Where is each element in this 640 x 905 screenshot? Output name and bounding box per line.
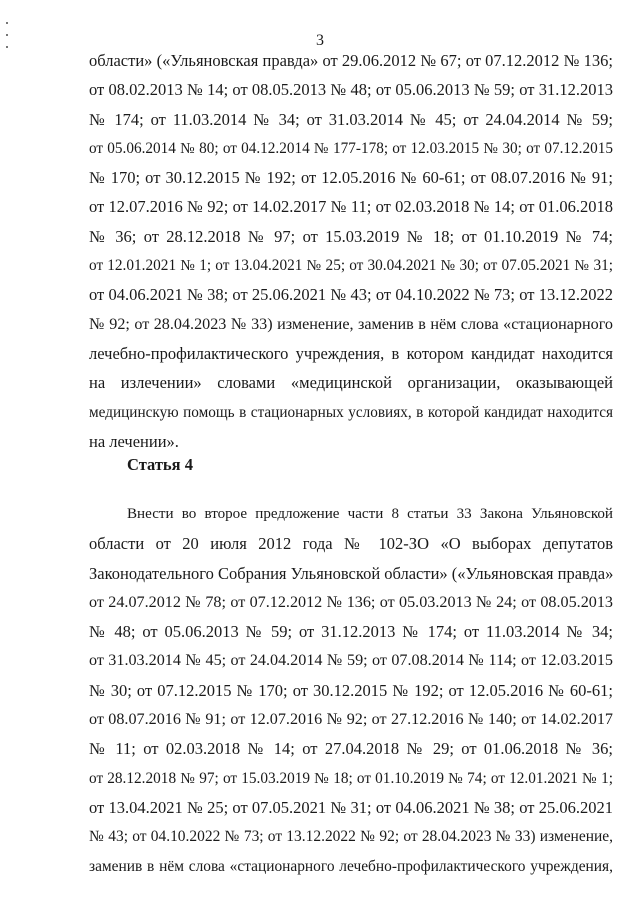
text-line: № 170; от 30.12.2015 № 192; от 12.05.2016 № 60-61; от 08.07.2016 № 91; xyxy=(89,168,613,188)
text-line: на излечении» словами «медицинской организации, оказывающей xyxy=(89,373,613,393)
scan-artifact xyxy=(6,22,8,24)
text-line: лечебно-профилактического учреждения, в котором кандидат находится xyxy=(89,343,613,363)
text-line: от 08.07.2016 № 91; от 12.07.2016 № 92; от 27.12.2016 № 140; от 14.02.2017 xyxy=(89,711,613,729)
text-line: от 28.12.2018 № 97; от 15.03.2019 № 18; от 01.10.2019 № 74; от 12.01.2021 № 1; xyxy=(89,769,613,787)
text-line: № 43; от 04.10.2022 № 73; от 13.12.2022 № 92; от 28.04.2023 № 33) изменение, xyxy=(89,828,613,846)
text-line: № 92; от 28.04.2023 № 33) изменение, заменив в нём слова «стационарного xyxy=(89,315,613,333)
text-line: Законодательного Собрания Ульяновской области» («Ульяновская правда» xyxy=(89,563,614,583)
text-line: № 11; от 02.03.2018 № 14; от 27.04.2018 № 29; от 01.06.2018 № 36; xyxy=(89,739,613,759)
text-line: № 48; от 05.06.2013 № 59; от 31.12.2013 № 174; от 11.03.2014 № 34; xyxy=(89,622,613,642)
text-line: от 04.06.2021 № 38; от 25.06.2021 № 43; от 04.10.2022 № 73; от 13.12.2022 xyxy=(89,285,613,305)
text-line: от 08.02.2013 № 14; от 08.05.2013 № 48; от 05.06.2013 № 59; от 31.12.2013 xyxy=(89,80,613,100)
paragraph-article-4 xyxy=(89,500,613,881)
text-line: области» («Ульяновская правда» от 29.06.2012 № 67; от 07.12.2012 № 136; xyxy=(89,51,613,70)
text-line: медицинскую помощь в стационарных условиях, в которой кандидат находится xyxy=(89,403,613,421)
page-number: 3 xyxy=(316,32,324,49)
text-line: от 05.06.2014 № 80; от 04.12.2014 № 177-178; от 12.03.2015 № 30; от 07.12.2015 xyxy=(89,139,613,157)
scan-artifact xyxy=(6,34,8,36)
text-line: на лечении». xyxy=(89,431,179,451)
scan-artifact xyxy=(6,46,8,48)
text-line: Внести во второе предложение части 8 статьи 33 Закона Ульяновской xyxy=(127,506,613,522)
text-line: от 12.07.2016 № 92; от 14.02.2017 № 11; от 02.03.2018 № 14; от 01.06.2018 xyxy=(89,197,613,217)
text-line: от 12.01.2021 № 1; от 13.04.2021 № 25; от 30.04.2021 № 30; от 07.05.2021 № 31; xyxy=(89,257,613,275)
paragraph-article-3-continuation xyxy=(89,46,613,456)
text-line: № 174; от 11.03.2014 № 34; от 31.03.2014 № 45; от 24.04.2014 № 59; xyxy=(89,109,613,129)
text-line: от 31.03.2014 № 45; от 24.04.2014 № 59; от 07.08.2014 № 114; от 12.03.2015 xyxy=(89,652,613,670)
text-line: заменив в нём слова «стационарного лечебно-профилактического учреждения, xyxy=(89,857,613,875)
text-line: № 36; от 28.12.2018 № 97; от 15.03.2019 № 18; от 01.10.2019 № 74; xyxy=(89,226,613,246)
article-heading: Статья 4 xyxy=(127,455,193,474)
text-line: № 30; от 07.12.2015 № 170; от 30.12.2015 № 192; от 12.05.2016 № 60-61; xyxy=(89,680,613,700)
text-line: области от 20 июля 2012 года № 102-ЗО «О выборах депутатов xyxy=(89,534,613,554)
text-line: от 13.04.2021 № 25; от 07.05.2021 № 31; от 04.06.2021 № 38; от 25.06.2021 xyxy=(89,797,613,817)
text-line: от 24.07.2012 № 78; от 07.12.2012 № 136; от 05.03.2013 № 24; от 08.05.2013 xyxy=(89,593,613,611)
